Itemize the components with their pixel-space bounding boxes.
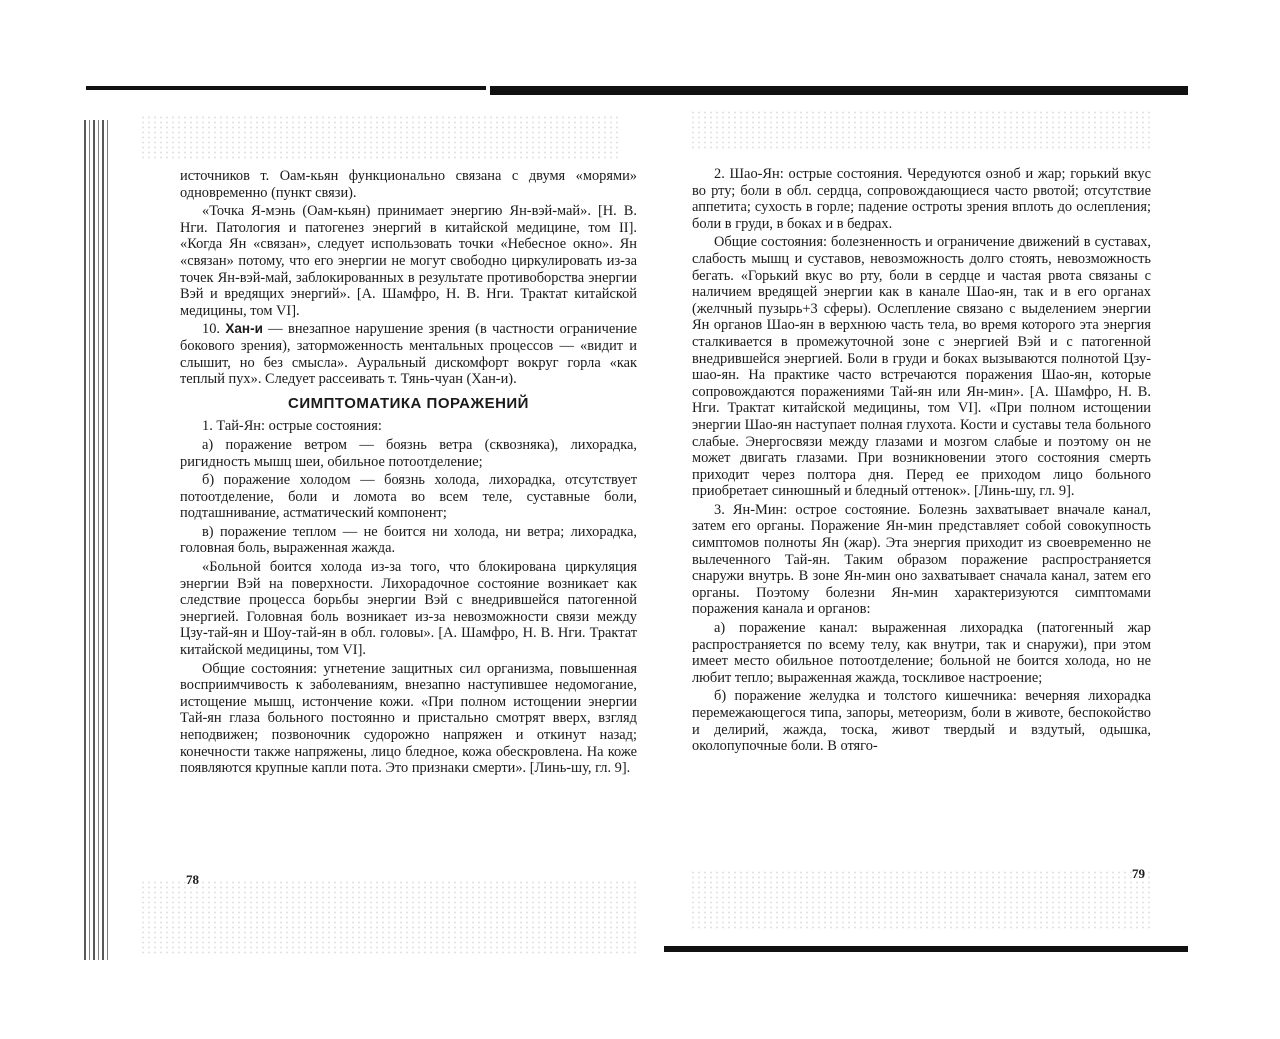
term-han-i: Хан-и xyxy=(225,321,263,337)
scan-noise-top-left xyxy=(140,115,620,160)
left-page xyxy=(180,168,637,779)
scan-edge-top-right xyxy=(490,86,1188,95)
item-number: 10. xyxy=(202,321,220,338)
left-paragraph-2: «Точка Я-мэнь (Оам-кьян) принимает энергию Ян-вэй-май». [Н. В. Нги. Патология и патогенез энергий в китайской медицине, том II]. «Когда Ян «связан», следует использовать точки «Небесное окно». Ян «связан» потому, что его энергии не могут свободно циркулировать из-за точек Ян-вэй-май, заблокированных в результате противоборства энергии Вэй и вредящих энергий». [А. Шамфро, Н. В. Нги. Трактат китайской медицины, том VI]. xyxy=(180,203,637,319)
scan-noise-bottom-right xyxy=(690,870,1150,930)
left-paragraph-6: б) поражение холодом — боязнь холода, лихорадка, отсутствует потоотделение, боли и ломота во всем теле, суставные боли, подташнивание, астматический компонент; xyxy=(180,472,637,522)
term-description: — внезапное нарушение зрения (в частности ограничение бокового зрения), заторможенность ментальных процессов — «видит и слышит, но без смысла». Ауральный дискомфорт вокруг горла «как теплый пух». Следует рассеивать т. Тянь-чуан (Хан-и). xyxy=(180,321,637,388)
left-paragraph-4: 1. Тай-Ян: острые состояния: xyxy=(202,418,382,435)
left-paragraph-7: в) поражение теплом — не боится ни холода, ни ветра; лихорадка, головная боль, выраженная жажда. xyxy=(180,523,637,557)
right-paragraph-1: 2. Шао-Ян: острые состояния. Чередуются озноб и жар; горький вкус во рту; боли в обл. сердца, сопровождающиеся часто рвотой; отсутствие аппетита; сухость в горле; падение остроты зрения вплоть до ослепления; боли в груди, в боках и в бедрах. xyxy=(692,166,1151,232)
left-paragraph-9: Общие состояния: угнетение защитных сил организма, повышенная восприимчивость к заболеваниям, внезапно наступившее недомогание, истощение мышц, истончение кожи. «При полном истощении энергии Тай-ян глаза больного постоянно и пристально смотрят вверх, взгляд неподвижен; позвоночник судорожно напряжен и откинут назад; конечности также напряжены, лицо бледное, кожа обескровлена. На коже появляются крупные капли пота. Это признаки смерти». [Линь-шу, гл. 9]. xyxy=(180,660,637,777)
right-page xyxy=(692,166,1151,757)
scan-edge-top-left xyxy=(86,86,486,90)
page-number-right: 79 xyxy=(1132,866,1145,881)
right-paragraph-2: Общие состояния: болезненность и ограничение движений в суставах, слабость мышц и суставов, невозможность долго стоять, невозможность бегать. «Горький вкус во рту, боли в сердце и частая рвота связаны с наличием вредящей энергии как в канале Шао-ян, так и в его органах (желчный пузырь+3 сферы). Ослепление связано с выделением энергии Ян органов Шао-ян в верхнюю часть тела, во время которого эта энергия сталкивается в промежуточной зоне с энергией Вэй и с патогенной внедрившейся энергией. Боли в груди и боках вызываются полнотой Цзу-шао-ян. На практике часто встречаются поражения Шао-ян, которые сопровождаются поражениями Тай-ян или Ян-мин». [А. Шамфро, Н. В. Нги. Трактат китайской медицины, том VI]. «При полном истощении энергии Шао-ян наступает полная глухота. Кости и суставы тела больного слабые. Энергосвязи между глазами и мозгом слабые и поэтому он не может двигать глазами. При возникновении этого состояния смерть приходит через полтора дня. Перед ее приходом лицо больного приобретает синюшный и бледный оттенок». [Линь-шу, гл. 9]. xyxy=(692,234,1151,500)
right-paragraph-5: б) поражение желудка и толстого кишечника: вечерняя лихорадка перемежающегося типа, запоры, метеоризм, боли в животе, беспокойство и делирий, жажда, тоска, живот твердый и вздутый, одышка, околопупочные боли. В отяго- xyxy=(692,688,1151,755)
scan-edge-bottom-right xyxy=(664,946,1188,952)
left-paragraph-5: а) поражение ветром — боязнь ветра (сквозняка), лихорадка, ригидность мышц шеи, обильное потоотделение; xyxy=(180,436,637,470)
scan-noise-bottom-left xyxy=(140,880,640,955)
right-paragraph-3: 3. Ян-Мин: острое состояние. Болезнь захватывает вначале канал, затем его органы. Поражение Ян-мин представляет собой совокупность симптомов полноты Ян (жар). Эта энергия приходит из своевременно не вылеченного Тай-ян. Таким образом поражение распространяется снаружи внутрь. В зоне Ян-мин оно захватывает сначала канал, затем его органы. Поэтому болезни Ян-мин характеризуются симптомами поражения канала и органов: xyxy=(692,501,1151,618)
right-paragraph-4: а) поражение канал: выраженная лихорадка (патогенный жар распространяется по всему телу, как внутри, так и снаружи), при этом имеет место обильное потоотделение; больной не боится холода, но не любит тепло; выраженная жажда, тоскливое настроение; xyxy=(692,620,1151,686)
scan-noise-top-right xyxy=(690,110,1150,150)
left-paragraph-1: источников т. Оам-кьян функционально связана с двумя «морями» одновременно (пункт связи). xyxy=(180,168,637,201)
left-paragraph-8: «Больной боится холода из-за того, что блокирована циркуляция энергии Вэй на поверхности. Лихорадочное состояние возникает как следствие процесса борьбы энергии Вэй с внедрившейся патогенной энергией. Головная боль возникает из-за невозможности связи между Цзу-тай-ян и Шоу-тай-ян в обл. головы». [А. Шамфро, Н. В. Нги. Трактат китайской медицины, том VI]. xyxy=(180,559,637,659)
section-heading: СИМПТОМАТИКА ПОРАЖЕНИЙ xyxy=(288,394,529,412)
scan-spine-shadow xyxy=(84,120,110,960)
page-number-left: 78 xyxy=(186,872,199,887)
left-paragraph-3 xyxy=(180,321,637,387)
